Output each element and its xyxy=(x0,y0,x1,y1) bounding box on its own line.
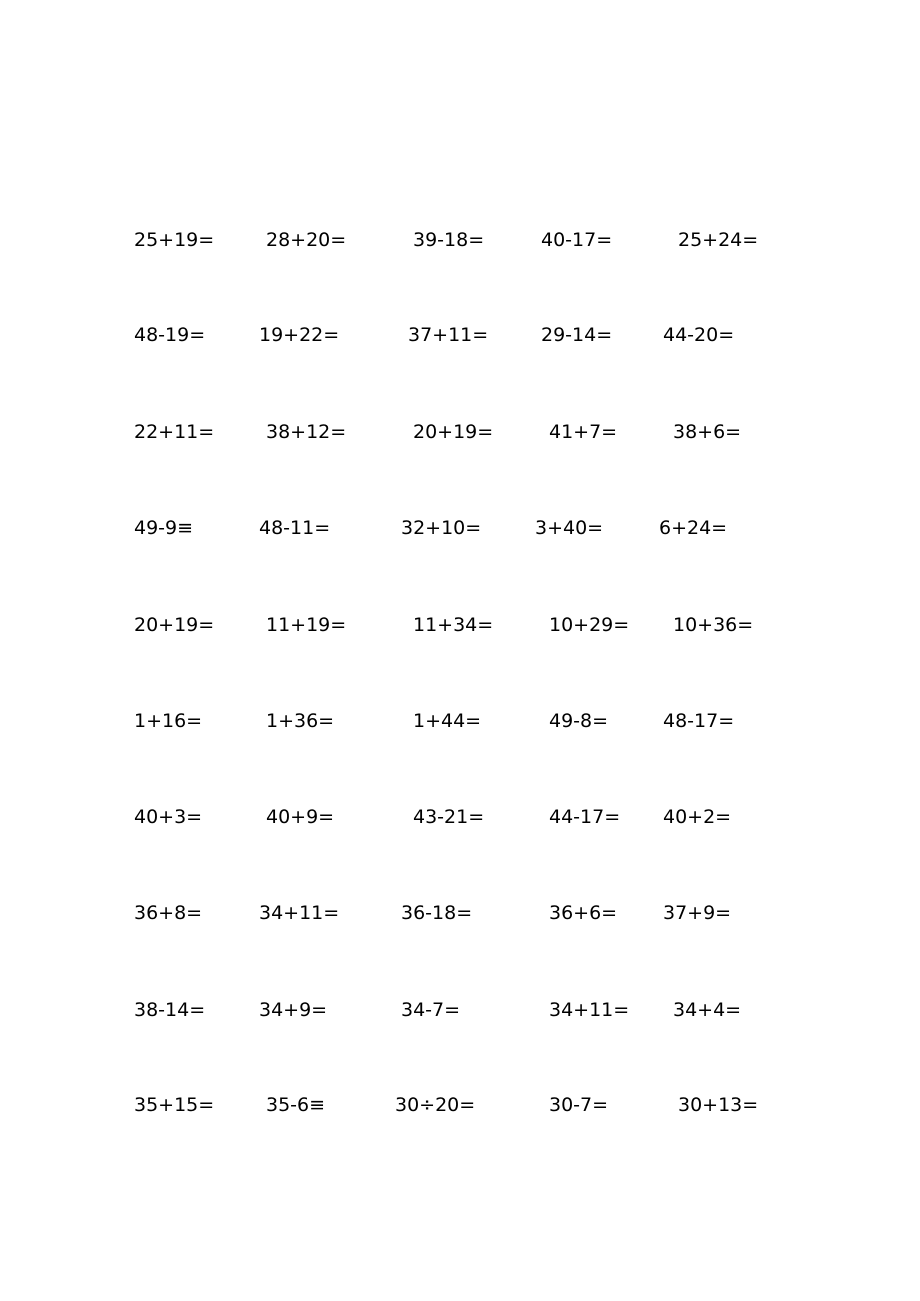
math-problem: 38+12= xyxy=(266,421,347,443)
math-problem: 36+8= xyxy=(134,902,203,924)
math-problem: 25+24= xyxy=(678,229,759,251)
math-problem: 30÷20= xyxy=(395,1094,476,1116)
math-problem: 1+16= xyxy=(134,710,203,732)
math-problem: 34+11= xyxy=(549,999,630,1021)
math-problem: 44-20= xyxy=(663,324,735,346)
math-problem: 11+19= xyxy=(266,614,347,636)
math-problem: 19+22= xyxy=(259,324,340,346)
math-problem: 37+9= xyxy=(663,902,732,924)
math-problem: 38+6= xyxy=(673,421,742,443)
math-problem: 20+19= xyxy=(134,614,215,636)
math-problem: 25+19= xyxy=(134,229,215,251)
math-problem: 48-11= xyxy=(259,517,331,539)
math-problem: 10+29= xyxy=(549,614,630,636)
math-problem: 35+15= xyxy=(134,1094,215,1116)
math-problem: 1+36= xyxy=(266,710,335,732)
math-problem: 1+44= xyxy=(413,710,482,732)
math-problem: 40-17= xyxy=(541,229,613,251)
math-problem: 11+34= xyxy=(413,614,494,636)
math-problem: 40+9= xyxy=(266,806,335,828)
math-problem: 41+7= xyxy=(549,421,618,443)
math-problem: 22+11= xyxy=(134,421,215,443)
math-problem: 10+36= xyxy=(673,614,754,636)
math-problem: 34-7= xyxy=(401,999,461,1021)
math-problem: 36+6= xyxy=(549,902,618,924)
math-problem: 30+13= xyxy=(678,1094,759,1116)
math-problem: 40+2= xyxy=(663,806,732,828)
math-problem: 40+3= xyxy=(134,806,203,828)
math-problem: 38-14= xyxy=(134,999,206,1021)
math-problem: 28+20= xyxy=(266,229,347,251)
math-problem: 20+19= xyxy=(413,421,494,443)
math-problem: 34+9= xyxy=(259,999,328,1021)
math-problem: 34+11= xyxy=(259,902,340,924)
math-problem: 30-7= xyxy=(549,1094,609,1116)
math-problem: 35-6≡ xyxy=(266,1094,326,1116)
math-problem: 36-18= xyxy=(401,902,473,924)
math-problem: 37+11= xyxy=(408,324,489,346)
math-problem: 6+24= xyxy=(659,517,728,539)
math-problem: 34+4= xyxy=(673,999,742,1021)
math-problem: 49-9≡ xyxy=(134,517,194,539)
math-problem: 29-14= xyxy=(541,324,613,346)
math-problem: 43-21= xyxy=(413,806,485,828)
math-problem: 3+40= xyxy=(535,517,604,539)
math-problem: 48-17= xyxy=(663,710,735,732)
math-problem: 48-19= xyxy=(134,324,206,346)
math-problem: 44-17= xyxy=(549,806,621,828)
math-problem: 49-8= xyxy=(549,710,609,732)
math-problem: 32+10= xyxy=(401,517,482,539)
math-problem: 39-18= xyxy=(413,229,485,251)
